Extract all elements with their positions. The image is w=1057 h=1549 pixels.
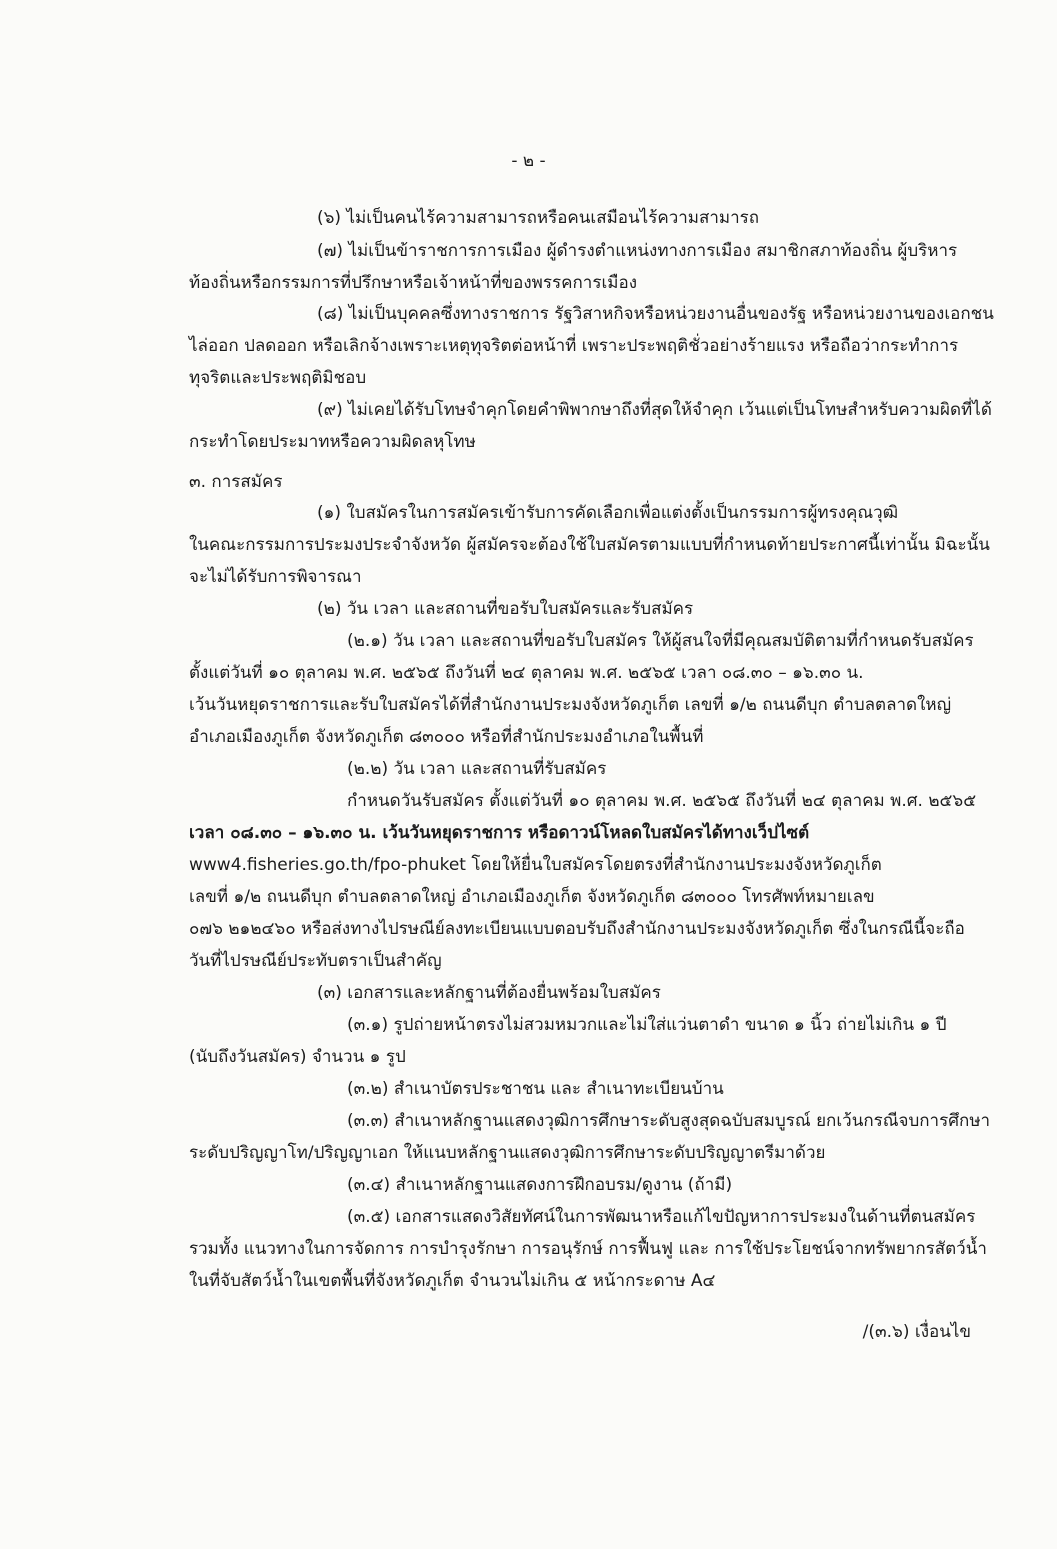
text-line: (๒.๒) วัน เวลา และสถานที่รับสมัคร <box>347 759 607 779</box>
text-line: (๖) ไม่เป็นคนไร้ความสามารถหรือคนเสมือนไร้ความสามารถ <box>317 208 760 228</box>
text-line: เวลา ๐๘.๓๐ – ๑๖.๓๐ น. เว้นวันหยุดราชการ หรือดาวน์โหลดใบสมัครได้ทางเว็ปไซต์ <box>189 823 810 843</box>
text-line: ตั้งแต่วันที่ ๑๐ ตุลาคม พ.ศ. ๒๕๖๕ ถึงวันที่ ๒๔ ตุลาคม พ.ศ. ๒๕๖๕ เวลา ๐๘.๓๐ – ๑๖.๓๐ น. <box>189 663 864 683</box>
text-line: (๘) ไม่เป็นบุคคลซึ่งทางราชการ รัฐวิสาหกิจหรือหน่วยงานอื่นของรัฐ หรือหน่วยงานของเอกชน <box>317 304 994 324</box>
text-line: วันที่ไปรษณีย์ประทับตราเป็นสำคัญ <box>189 951 442 971</box>
continuation-note: /(๓.๖) เงื่อนไข <box>862 1322 971 1342</box>
section-heading: ๓. การสมัคร <box>189 472 283 492</box>
text-line: รวมทั้ง แนวทางในการจัดการ การบำรุงรักษา การอนุรักษ์ การฟื้นฟู และ การใช้ประโยชน์จากทรัพยากรสัตว์น้ำ <box>189 1239 987 1259</box>
text-line: เลขที่ ๑/๒ ถนนดีบุก ตำบลตลาดใหญ่ อำเภอเมืองภูเก็ต จังหวัดภูเก็ต ๘๓๐๐๐ โทรศัพท์หมายเลข <box>189 887 875 907</box>
text-line: จะไม่ได้รับการพิจารณา <box>189 567 362 587</box>
text-line: (๙) ไม่เคยได้รับโทษจำคุกโดยคำพิพากษาถึงที่สุดให้จำคุก เว้นแต่เป็นโทษสำหรับความผิดที่ได้ <box>317 400 992 420</box>
text-line: ทุจริตและประพฤติมิชอบ <box>189 368 367 388</box>
text-line: อำเภอเมืองภูเก็ต จังหวัดภูเก็ต ๘๓๐๐๐ หรือที่สำนักประมงอำเภอในพื้นที่ <box>189 727 704 747</box>
text-line: ท้องถิ่นหรือกรรมการที่ปรึกษาหรือเจ้าหน้าที่ของพรรคการเมือง <box>189 273 637 293</box>
text-line: กำหนดวันรับสมัคร ตั้งแต่วันที่ ๑๐ ตุลาคม พ.ศ. ๒๕๖๕ ถึงวันที่ ๒๔ ตุลาคม พ.ศ. ๒๕๖๕ <box>347 791 977 811</box>
text-line: ในที่จับสัตว์น้ำในเขตพื้นที่จังหวัดภูเก็ต จำนวนไม่เกิน ๕ หน้ากระดาษ A๔ <box>189 1271 716 1291</box>
text-line: เว้นวันหยุดราชการและรับใบสมัครได้ที่สำนักงานประมงจังหวัดภูเก็ต เลขที่ ๑/๒ ถนนดีบุก ตำบลตลาดใหญ่ <box>189 695 952 715</box>
text-line: (๓.๒) สำเนาบัตรประชาชน และ สำเนาทะเบียนบ้าน <box>347 1079 724 1099</box>
text-line: (๒.๑) วัน เวลา และสถานที่ขอรับใบสมัคร ให้ผู้สนใจที่มีคุณสมบัติตามที่กำหนดรับสมัคร <box>347 631 974 651</box>
text-line: กระทำโดยประมาทหรือความผิดลหุโทษ <box>189 432 476 452</box>
text-line: (๓.๕) เอกสารแสดงวิสัยทัศน์ในการพัฒนาหรือแก้ไขปัญหาการประมงในด้านที่ตนสมัคร <box>347 1207 976 1227</box>
text-line: (๓.๑) รูปถ่ายหน้าตรงไม่สวมหมวกและไม่ใส่แว่นตาดำ ขนาด ๑ นิ้ว ถ่ายไม่เกิน ๑ ปี <box>347 1015 947 1035</box>
page-number: - ๒ - <box>511 151 546 171</box>
text-line: ไล่ออก ปลดออก หรือเลิกจ้างเพราะเหตุทุจริตต่อหน้าที่ เพราะประพฤติชั่วอย่างร้ายแรง หรือถือว่ากระทำการ <box>189 336 959 356</box>
text-line: (๗) ไม่เป็นข้าราชการการเมือง ผู้ดำรงตำแหน่งทางการเมือง สมาชิกสภาท้องถิ่น ผู้บริหาร <box>317 241 958 261</box>
text-line: ๐๗๖ ๒๑๒๔๖๐ หรือส่งทางไปรษณีย์ลงทะเบียนแบบตอบรับถึงสำนักงานประมงจังหวัดภูเก็ต ซึ่งในกรณีนี้จะถือ <box>189 919 965 939</box>
text-line: ในคณะกรรมการประมงประจำจังหวัด ผู้สมัครจะต้องใช้ใบสมัครตามแบบที่กำหนดท้ายประกาศนี้เท่านั้น มิฉะนั้น <box>189 535 990 555</box>
text-line: (๓) เอกสารและหลักฐานที่ต้องยื่นพร้อมใบสมัคร <box>317 983 661 1003</box>
text-line: (๒) วัน เวลา และสถานที่ขอรับใบสมัครและรับสมัคร <box>317 599 694 619</box>
text-line: (๓.๔) สำเนาหลักฐานแสดงการฝึกอบรม/ดูงาน (ถ้ามี) <box>347 1175 733 1195</box>
text-line: ระดับปริญญาโท/ปริญญาเอก ให้แนบหลักฐานแสดงวุฒิการศึกษาระดับปริญญาตรีมาด้วย <box>189 1143 826 1163</box>
text-line: (นับถึงวันสมัคร) จำนวน ๑ รูป <box>189 1047 406 1067</box>
text-line: (๑) ใบสมัครในการสมัครเข้ารับการคัดเลือกเพื่อแต่งตั้งเป็นกรรมการผู้ทรงคุณวุฒิ <box>317 503 899 523</box>
text-line: (๓.๓) สำเนาหลักฐานแสดงวุฒิการศึกษาระดับสูงสุดฉบับสมบูรณ์ ยกเว้นกรณีจบการศึกษา <box>347 1111 991 1131</box>
website-line: www4.fisheries.go.th/fpo-phuket โดยให้ยื่นใบสมัครโดยตรงที่สำนักงานประมงจังหวัดภูเก็ต <box>189 855 882 875</box>
